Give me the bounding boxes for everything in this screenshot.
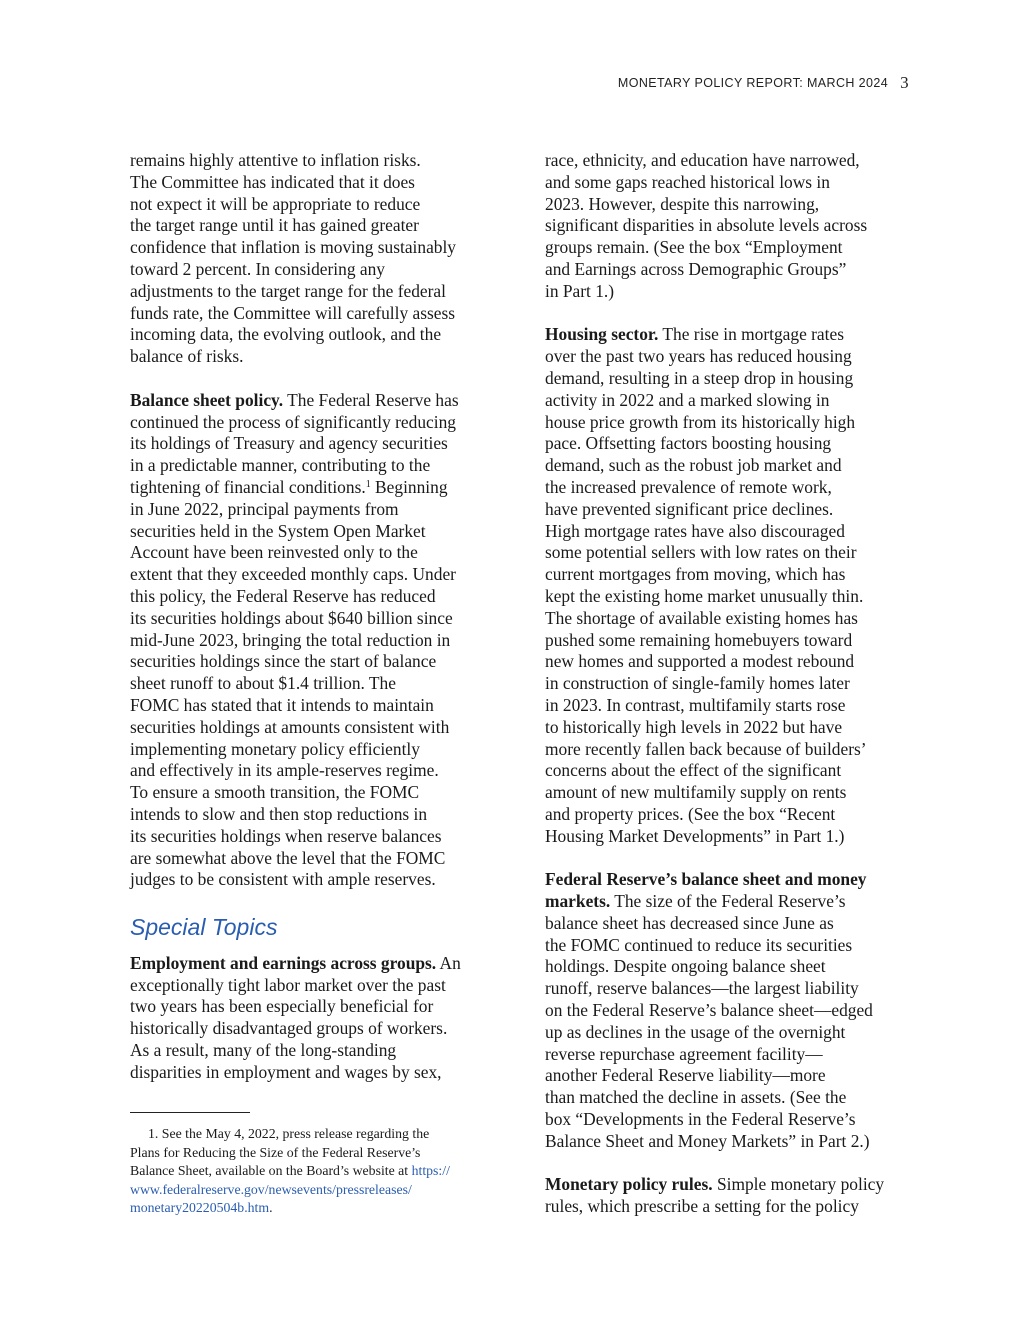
text-line: have prevented significant price declines.	[545, 498, 834, 519]
text-line: in June 2022, principal payments from	[130, 498, 399, 519]
text-line: the target range until it has gained greater	[130, 215, 419, 236]
text-line: amount of new multifamily supply on rents	[545, 782, 847, 803]
text-line: remains highly attentive to inflation risks.	[130, 150, 421, 170]
fed-balance-sheet-lead: markets.	[545, 891, 611, 912]
text-line: To ensure a smooth transition, the FOMC	[130, 782, 420, 803]
paragraph-balance-sheet-policy	[130, 390, 495, 891]
text-line: mid-June 2023, bringing the total reduction in	[130, 629, 451, 650]
text-line: intends to slow and then stop reductions in	[130, 803, 428, 824]
text-line: balance sheet has decreased since June as	[545, 912, 834, 933]
text-line: holdings. Despite ongoing balance sheet	[545, 956, 826, 977]
text-line: rules, which prescribe a setting for the policy	[545, 1196, 859, 1217]
text-line	[545, 891, 910, 913]
text-run: The size of the Federal Reserve’s	[610, 891, 846, 912]
text-line: in a predictable manner, contributing to the	[130, 455, 431, 476]
paragraph-employment-earnings	[130, 953, 495, 1084]
text-line: pushed some remaining homebuyers toward	[545, 629, 853, 650]
text-line: securities holdings since the start of balance	[130, 651, 437, 672]
text-line: kept the existing home market unusually thin.	[545, 585, 864, 606]
text-line: High mortgage rates have also discouraged	[545, 520, 845, 541]
text-line: Housing Market Developments” in Part 1.)	[545, 825, 845, 846]
running-header	[618, 72, 909, 92]
footnote-area	[130, 1112, 495, 1218]
text-line: in 2023. In contrast, multifamily starts rose	[545, 694, 846, 715]
text-line: funds rate, the Committee will carefully assess	[130, 302, 456, 323]
text-line: and Earnings across Demographic Groups”	[545, 258, 847, 279]
text-line: some potential sellers with low rates on their	[545, 542, 857, 563]
text-line: and some gaps reached historical lows in	[545, 171, 830, 192]
text-line	[545, 324, 910, 346]
text-line: two years has been especially beneficial for	[130, 996, 434, 1017]
left-column	[130, 150, 495, 1105]
press-release-link[interactable]: monetary20220504b.htm	[130, 1200, 270, 1215]
text-line	[545, 1174, 910, 1196]
text-line: exceptionally tight labor market over the past	[130, 974, 446, 995]
press-release-link[interactable]: www.federalreserve.gov/newsevents/pressreleases/	[130, 1181, 412, 1197]
text-line: securities held in the System Open Market	[130, 520, 426, 541]
text-line: toward 2 percent. In considering any	[130, 258, 385, 279]
text-line: in construction of single-family homes later	[545, 673, 850, 694]
text-line: historically disadvantaged groups of workers.	[130, 1018, 448, 1039]
employment-earnings-lead: Employment and earnings across groups.	[130, 952, 437, 973]
text-run: Beginning	[370, 476, 448, 497]
text-line: its securities holdings when reserve balances	[130, 825, 442, 846]
text-line: balance of risks.	[130, 346, 244, 367]
text-line: new homes and supported a modest rebound	[545, 651, 855, 672]
text-line: The Committee has indicated that it does	[130, 171, 415, 192]
housing-sector-lead: Housing sector.	[545, 324, 659, 345]
text-line: to historically high levels in 2022 but have	[545, 716, 843, 737]
text-line: its holdings of Treasury and agency securities	[130, 433, 448, 454]
paragraph-fed-balance-sheet	[545, 869, 910, 1152]
text-line: implementing monetary policy efficiently	[130, 738, 420, 759]
text-line: Account have been reinvested only to the	[130, 542, 418, 563]
paragraph-monetary-policy-rules	[545, 1174, 910, 1218]
text-line: pace. Offsetting factors boosting housing	[545, 433, 832, 454]
text-line: and property prices. (See the box “Recent	[545, 803, 836, 824]
report-title: MONETARY POLICY REPORT: MARCH 2024	[617, 76, 889, 90]
footnote-line	[130, 1162, 495, 1181]
text-run: An	[436, 952, 461, 973]
text-line: continued the process of significantly reducing	[130, 411, 456, 432]
text-line: incoming data, the evolving outlook, and the	[130, 324, 442, 345]
paragraph-disparities	[545, 150, 910, 303]
text-run: tightening of financial conditions.	[130, 476, 366, 497]
text-line: 2023. However, despite this narrowing,	[545, 193, 820, 214]
text-line: demand, resulting in a steep drop in housing	[545, 367, 854, 388]
text-line: demand, such as the robust job market and	[545, 455, 842, 476]
text-line: than matched the decline in assets. (See the	[545, 1087, 847, 1108]
text-line: the FOMC continued to reduce its securities	[545, 934, 853, 955]
footnote-divider	[130, 1112, 250, 1113]
text-line: disparities in employment and wages by sex,	[130, 1061, 442, 1082]
text-line: over the past two years has reduced housing	[545, 346, 852, 367]
text-line: securities holdings at amounts consistent with	[130, 716, 450, 737]
balance-sheet-policy-lead: Balance sheet policy.	[130, 389, 284, 410]
text-line: runoff, reserve balances—the largest liability	[545, 978, 859, 999]
monetary-policy-rules-lead: Monetary policy rules.	[545, 1174, 713, 1195]
text-run: Simple monetary policy	[712, 1174, 885, 1195]
text-line: not expect it will be appropriate to reduce	[130, 193, 421, 214]
text-line: Balance Sheet and Money Markets” in Part 2.)	[545, 1130, 870, 1151]
text-line: confidence that inflation is moving sustainably	[130, 237, 457, 258]
special-topics-heading: Special Topics	[130, 913, 278, 940]
text-line: race, ethnicity, and education have narrowed,	[545, 150, 860, 170]
text-line: house price growth from its historically high	[545, 411, 856, 432]
text-line	[130, 390, 495, 412]
text-line: up as declines in the usage of the overnight	[545, 1021, 846, 1042]
fed-balance-sheet-lead: Federal Reserve’s balance sheet and money	[545, 869, 867, 890]
footnote-line: 1. See the May 4, 2022, press release regarding the	[148, 1126, 430, 1141]
text-line: this policy, the Federal Reserve has reduced	[130, 585, 436, 606]
text-line: extent that they exceeded monthly caps. Under	[130, 564, 456, 585]
text-line: adjustments to the target range for the federal	[130, 280, 446, 301]
text-run: The Federal Reserve has	[283, 389, 459, 410]
text-line: concerns about the effect of the significant	[545, 760, 842, 781]
text-line: groups remain. (See the box “Employment	[545, 237, 843, 258]
text-line: sheet runoff to about $1.4 trillion. The	[130, 673, 396, 694]
text-run: .	[269, 1200, 273, 1215]
text-line: the increased prevalence of remote work,	[545, 476, 832, 497]
text-line: box “Developments in the Federal Reserve’s	[545, 1109, 856, 1130]
text-line: As a result, many of the long-standing	[130, 1040, 397, 1061]
paragraph-housing-sector	[545, 324, 910, 847]
right-column	[545, 150, 910, 1240]
text-run: Balance Sheet, available on the Board’s website at	[130, 1163, 412, 1178]
text-line: its securities holdings about $640 billion since	[130, 607, 453, 628]
text-line: current mortgages from moving, which has	[545, 564, 846, 585]
text-line	[130, 953, 495, 975]
text-line	[130, 477, 495, 499]
text-line: another Federal Reserve liability—more	[545, 1065, 826, 1086]
footnote-line: Plans for Reducing the Size of the Federal Reserve’s	[130, 1144, 421, 1160]
footnote-1	[130, 1125, 495, 1218]
text-line: significant disparities in absolute levels across	[545, 215, 868, 236]
text-line: FOMC has stated that it intends to maintain	[130, 694, 434, 715]
page-number: 3	[900, 73, 909, 92]
text-line: judges to be consistent with ample reserves.	[130, 869, 436, 890]
paragraph-committee-attentive	[130, 150, 495, 368]
text-line: more recently fallen back because of builders’	[545, 738, 867, 759]
text-line: on the Federal Reserve’s balance sheet—edged	[545, 1000, 873, 1021]
text-line: The shortage of available existing homes has	[545, 607, 858, 628]
text-run: The rise in mortgage rates	[658, 324, 844, 345]
text-line: in Part 1.)	[545, 280, 615, 301]
footnote-reference[interactable]: 1	[365, 478, 371, 490]
text-line: are somewhat above the level that the FOMC	[130, 847, 446, 868]
text-line: reverse repurchase agreement facility—	[545, 1043, 823, 1064]
footnote-line	[130, 1199, 495, 1218]
text-line: activity in 2022 and a marked slowing in	[545, 389, 830, 410]
press-release-link[interactable]: https://	[411, 1163, 450, 1178]
text-line: and effectively in its ample-reserves regime.	[130, 760, 439, 781]
